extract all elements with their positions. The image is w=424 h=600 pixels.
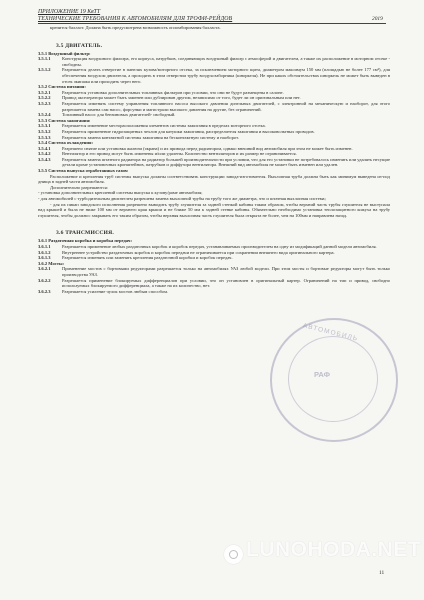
clause-number: 3.5.4.2: [38, 151, 51, 157]
header-rule: [38, 23, 386, 24]
clause-number: 3.6.2.1: [38, 266, 51, 272]
clause: [38, 135, 390, 141]
clause-number: 3.5.3.2: [38, 128, 51, 134]
header-title: ТЕХНИЧЕСКИЕ ТРЕБОВАНИЯ К АВТОМОБИЛЯМ ДЛЯ ТРОФИ-РЕЙДОВ: [38, 16, 233, 22]
stamp-ring-text: АВТОМОБИЛЬ: [302, 322, 359, 343]
intro-line: крепится балласт. Должна быть предусмотрена возможность опломбирования балласта.: [50, 25, 221, 30]
clause-number: 3.6.2.2: [38, 277, 51, 283]
clause-number: 3.6.1.2: [38, 249, 51, 255]
clause-text: Разрешается применение блокируемых дифференциалов при условии, что он установлен в оригинальный картер. Ограничений на тип и привод, свободно используемых блокируемого дифференциала, а также на их количество, нет.: [62, 277, 390, 289]
clause-text: Вентилятор и его привод могут быть изменены и/или удалены. Количество вентиляторов и их размер не ограничивается.: [62, 151, 297, 157]
stamp-inner-ring: [288, 336, 378, 422]
clause-text: Разрешается делать отверстие в панелях кузова/моторного отсека, за исключением моторного щита, диаметром максимум 150 мм (площадью не более 177 см²), для обеспечения воздухом двигателя, а проходить в этом отверстии трубу воздухозаборника (шноркеля). Не при каких обстоятельствах шноркель не может быть выведен в отсек экипажа или проходить через него.: [62, 67, 390, 84]
clause-number: 3.5.1.2: [38, 67, 51, 73]
subheading-air-filter: 3.5.1 Воздушный фильтр:: [38, 50, 91, 56]
clause-text: Разрешается замена штатного радиатора на радиатор большей производительности при условии, что для его установки не потребовалось изменять или удалять несущие детали кроме установочных кронштейнов, патрубков и диффузора вентилятора. Внешний вид автомобиля не может быть изменен или удален.: [62, 156, 390, 168]
clause-text: Разрешается усиление чулок мостов любым способом.: [62, 288, 169, 294]
page-number: 11: [379, 570, 385, 576]
subheading-exhaust: 3.5.5 Система выпуска отработанных газов:: [38, 168, 129, 174]
header-year: 2019: [372, 16, 383, 22]
paragraph: - для автомобилей с турбодизельным двигателем разрешена замена выхлопной трубы на трубу того же диаметра, что и штатная выхлопная система;: [38, 196, 326, 202]
clause: [38, 255, 390, 261]
paragraph: Дополнительно разрешаются:: [50, 184, 108, 190]
stamp-center-text: РАФ: [314, 370, 330, 379]
clause-text: Разрешается изменять или заменять крепления раздаточной коробки и коробок передач.: [62, 255, 233, 261]
clause-number: 3.5.2.3: [38, 100, 51, 106]
clause-number: 3.5.2.1: [38, 89, 51, 95]
clause-text: Разрешается установка дополнительных топливных фильтров при условии, что они не будут размещены в салоне.: [62, 89, 284, 95]
clause-text: Привод акселератора может быть заменен или дублирован другим, независимо от того, будет ли он оригинальным или нет.: [62, 95, 301, 101]
section-title-engine: 3.5 ДВИГАТЕЛЬ.: [56, 42, 103, 49]
clause: [38, 112, 390, 118]
clause-number: 3.6.2.3: [38, 288, 51, 294]
clause: [38, 56, 390, 67]
subheading-cooling: 3.5.4 Система охлаждения:: [38, 140, 93, 146]
clause-number: 3.5.2.4: [38, 112, 51, 118]
paragraph: - установка дополнительных креплений системы выпуска к кузову/раме автомобиля;: [38, 190, 203, 196]
section-title-transmission: 3.6 ТРАНСМИССИЯ.: [56, 230, 114, 237]
clause-number: 3.5.3.1: [38, 123, 51, 129]
clause-text: Топливный насос для бензиновых двигателей- свободный.: [62, 112, 176, 118]
subheading-fuel: 3.5.2 Система питания:: [38, 84, 86, 90]
header-appendix: ПРИЛОЖЕНИЕ 19 КвТТ: [38, 9, 101, 15]
subheading-ignition: 3.5.3 Система зажигания:: [38, 117, 91, 123]
paragraph: Расположение и крепления труб системы выпуска должны соответствовать конструкции завода-изготовителя. Выхлопная труба должна быть как минимум выведена из-под днища в задней части автомобиля.: [38, 173, 390, 185]
clause: [38, 101, 390, 112]
clause: [38, 289, 390, 295]
watermark-logo-icon: [224, 545, 243, 564]
clause-number: 3.6.1.3: [38, 255, 51, 261]
official-stamp: [270, 318, 398, 442]
clause: [38, 266, 390, 277]
subheading-gearbox: 3.6.1 Раздаточная коробка и коробка передач:: [38, 238, 132, 244]
clause-text: Разрешается замена контактной системы зажигания на бесконтактную систему и наоборот.: [62, 134, 239, 140]
paragraph: - для их пикап заводского исполнения разрешено выводить трубу глушителя за задней стенкой кабины таким образом, чтобы верхний часть трубы глушителя не выступала над крышей и была не ниже 100 мм от верхнего края крыши и не ближе 50 мм к задней стенке кабины. Обязательно необходимо установка теплозащитного кожуха на трубу глушителя, чтобы должнос закрывать его таким образом, чтобы верхняя выхлопная часть глушителя была открыта не более, чем на 100мм и направлена назад.: [38, 201, 390, 218]
clause-text: Разрешается применение любых раздаточных коробок и коробок передач, устанавливаемых производителем на одну из модификаций данной модели автомобиля.: [62, 244, 377, 249]
clause-number: 3.6.1.1: [38, 244, 51, 249]
clause-number: 3.5.4.3: [38, 156, 51, 162]
clause-text: Разрешено снятие или установка жалюзи (экрана) и их привода перед радиатором, однако внешний вид автомобиля при этом не может быть изменен.: [62, 145, 353, 151]
document-body: [38, 25, 390, 294]
clause: [38, 157, 390, 168]
clause-number: 3.5.4.1: [38, 145, 51, 151]
clause-text: Разрешается применение гидрозащитных чехлов для катушки зажигания, распределителя зажигания и высоковольтных проводов.: [62, 128, 315, 134]
clause-text: Внутреннее устройство раздаточных коробок и коробок передачи не ограничивается при сохранении внешнего вида оригинального картера.: [62, 249, 335, 255]
watermark: LUNOHODA.NET: [246, 538, 422, 561]
clause-text: Разрешается изменять систему управления топливного насоса высокого давления дизельных двигателей, с электронной на механическую и наоборот, для этого разрешается замена сам насос, форсунки и магистрали высокого давления на другие, без ограничений.: [62, 100, 390, 112]
clause-text: Применение мостов с бортовыми редукторами разрешается только на автомобилях УАЗ любой модели. При этом мосты и бортовые редукторы могут быть только производства УАЗ.: [62, 266, 390, 277]
subheading-axles: 3.6.2 Мосты:: [38, 260, 65, 266]
clause: [38, 67, 390, 84]
clause-number: 3.5.2.2: [38, 95, 51, 101]
clause-text: Конструкция воздушного фильтра, его корпуса, патрубков, соединяющих воздушный фильтр с атмосферой и двигателем, а также их расположение в моторном отсеке - свободны.: [62, 56, 390, 67]
clause: [38, 278, 390, 289]
clause-number: 3.5.1.1: [38, 56, 51, 62]
clause-number: 3.5.3.3: [38, 134, 51, 140]
clause-text: Разрешается изменение месторасположения элементов системы зажигания в пределах моторного отсека.: [62, 123, 266, 129]
